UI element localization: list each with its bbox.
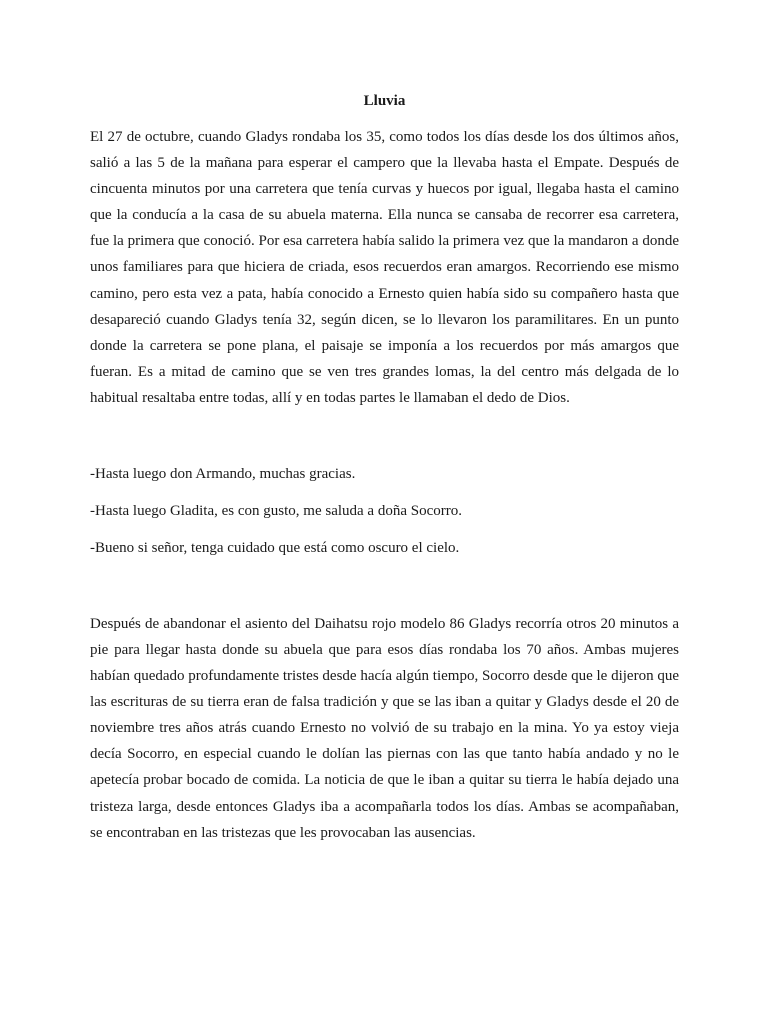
dialogue-line-2: -Hasta luego Gladita, es con gusto, me saluda a doña Socorro. [90, 502, 462, 519]
paragraph-1: El 27 de octubre, cuando Gladys rondaba los 35, como todos los días desde los dos últimos años, salió a las 5 de la mañana para esperar el campero que la llevaba hasta el Empate. Después de cincuenta minutos por una carretera que tenía curvas y huecos por igual, llegaba hasta el camino que la conducía a la casa de su abuela materna. Ella nunca se cansaba de recorrer esa carretera, fue la primera que conoció. Por esa carretera había salido la primera vez que la mandaron a donde unos familiares para que hiciera de criada, esos recuerdos eran amargos. Recorriendo ese mismo camino, pero esta vez a pata, había conocido a Ernesto quien había sido su compañero hasta que desapareció cuando Gladys tenía 32, según dicen, se lo llevaron los paramilitares. En un punto donde la carretera se pone plana, el paisaje se imponía a los recuerdos por más amargos que fueran. Es a mitad de camino que se ven tres grandes lomas, la del centro más delgada de lo habitual resaltaba entre todas, allí y en todas partes le llamaban el dedo de Dios. [90, 129, 679, 406]
document-page [90, 88, 679, 846]
paragraph-2: Después de abandonar el asiento del Daihatsu rojo modelo 86 Gladys recorría otros 20 minutos a pie para llegar hasta donde su abuela que para esos días rondaba los 70 años. Ambas mujeres habían quedado profundamente tristes desde hacía algún tiempo, Socorro desde que le dijeron que las escrituras de su tierra eran de falsa tradición y que se las iban a quitar y Gladys desde el 20 de noviembre tres años atrás cuando Ernesto no volvió de su trabajo en la mina. Yo ya estoy vieja decía Socorro, en especial cuando le dolían las piernas con las que tanto había andado y no le apetecía probar bocado de comida. La noticia de que le iban a quitar su tierra le había dejado una tristeza larga, desde entonces Gladys iba a acompañarla todos los días. Ambas se acompañaban, se encontraban en las tristezas que les provocaban las ausencias. [90, 615, 679, 841]
dialogue-line-1: -Hasta luego don Armando, muchas gracias. [90, 466, 356, 483]
dialogue-line-3: -Bueno si señor, tenga cuidado que está como oscuro el cielo. [90, 539, 460, 556]
document-title: Lluvia [363, 93, 406, 109]
